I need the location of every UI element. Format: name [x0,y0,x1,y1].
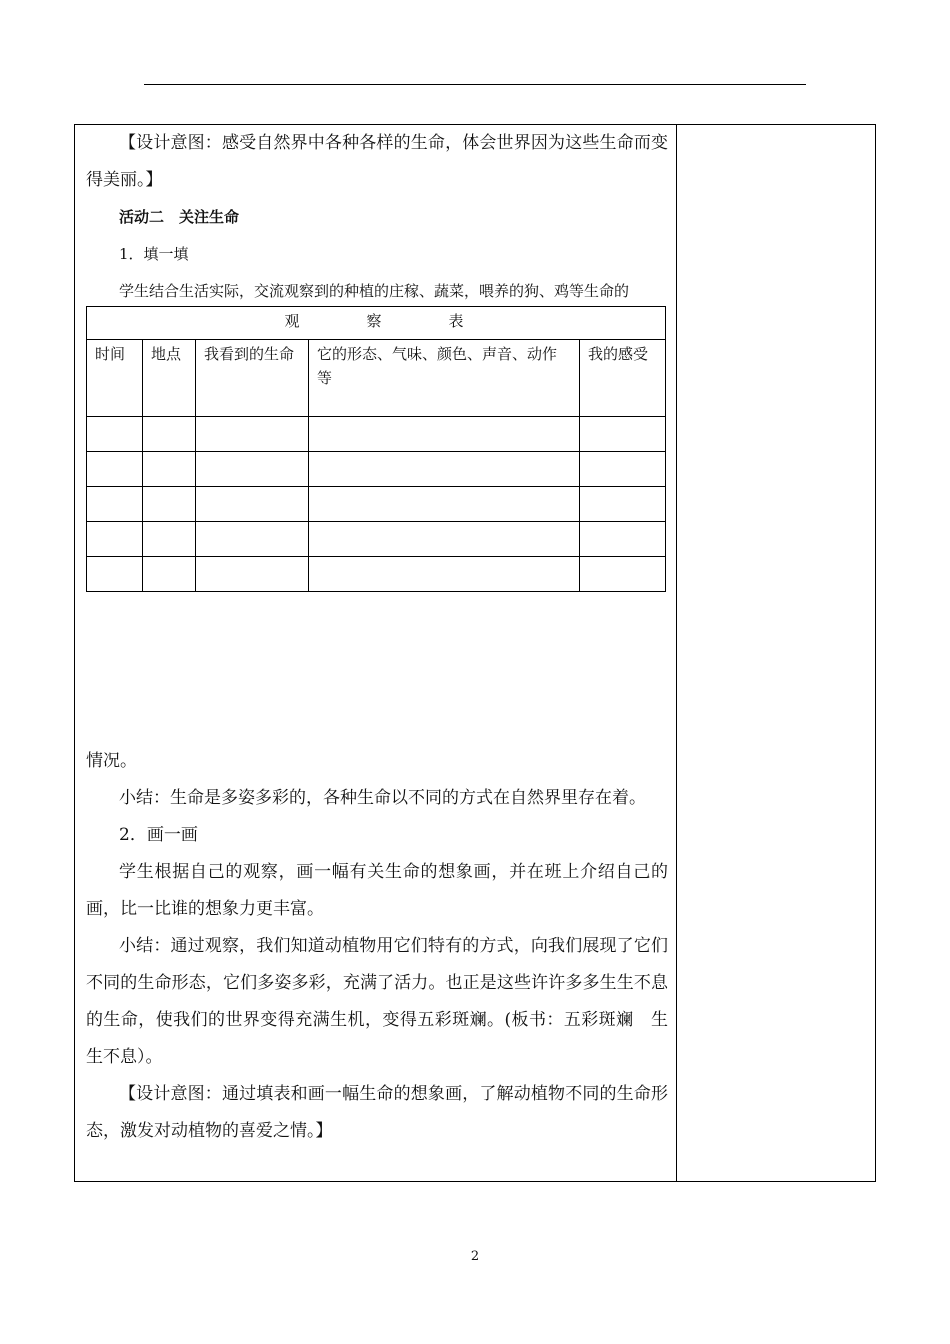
header-time: 时间 [87,340,143,417]
summary-2: 小结：通过观察，我们知道动植物用它们特有的方式，向我们展现了它们不同的生命形态，它们多姿多彩，充满了活力。也正是这些许许多多生生不息的生命，使我们的世界变得充满生机，变得五彩斑斓。(板书：五彩斑斓 生生不息）。 [86,936,668,1067]
table-row [87,557,666,592]
table-cell[interactable] [309,417,580,452]
table-cell[interactable] [309,522,580,557]
step2-text: 学生根据自己的观察，画一幅有关生命的想象画，并在班上介绍自己的画，比一比谁的想象力更丰富。 [86,862,668,919]
table-cell[interactable] [87,522,143,557]
table-cell[interactable] [143,452,196,487]
table-cell[interactable] [309,452,580,487]
step2-heading: 2．画一画 [119,825,198,845]
activity-title: 活动二 关注生命 [119,208,240,226]
header-feelings: 我的感受 [580,340,666,417]
design-intent-1: 【设计意图：感受自然界中各种各样的生命，体会世界因为这些生命而变得美丽。】 [86,133,668,190]
page-number: 2 [470,1249,480,1264]
table-row [87,522,666,557]
table-row [87,417,666,452]
header-life-seen: 我看到的生命 [196,340,309,417]
bottom-text-block [86,743,668,1150]
table-cell[interactable] [580,487,666,522]
observation-table [86,306,666,592]
table-cell[interactable] [580,522,666,557]
table-cell[interactable] [143,417,196,452]
table-cell[interactable] [309,557,580,592]
top-text-block [86,125,668,310]
table-cell[interactable] [580,452,666,487]
table-cell[interactable] [87,557,143,592]
table-cell[interactable] [196,557,309,592]
header-rule [144,84,806,85]
step1-text: 学生结合生活实际，交流观察到的种植的庄稼、蔬菜，喂养的狗、鸡等生命的 [119,282,630,300]
table-cell[interactable] [196,452,309,487]
notes-column-divider [676,125,677,1181]
table-title: 观 察 表 [87,307,666,340]
table-cell[interactable] [309,487,580,522]
table-cell[interactable] [143,487,196,522]
table-header-row [87,340,666,417]
table-cell[interactable] [580,417,666,452]
continuation-text: 情况。 [86,751,137,771]
table-cell[interactable] [143,522,196,557]
table-cell[interactable] [143,557,196,592]
header-place: 地点 [143,340,196,417]
table-cell[interactable] [196,522,309,557]
step1-heading: 1．填一填 [119,245,189,263]
table-cell[interactable] [580,557,666,592]
design-intent-2: 【设计意图：通过填表和画一幅生命的想象画，了解动植物不同的生命形态，激发对动植物的喜爱之情。】 [86,1084,668,1141]
table-cell[interactable] [196,417,309,452]
table-cell[interactable] [196,487,309,522]
table-cell[interactable] [87,452,143,487]
header-features: 它的形态、气味、颜色、声音、动作等 [309,340,580,417]
summary-1: 小结：生命是多姿多彩的，各种生命以不同的方式在自然界里存在着。 [119,788,646,808]
lesson-plan-frame [74,124,876,1182]
table-row [87,487,666,522]
table-cell[interactable] [87,417,143,452]
table-row [87,452,666,487]
table-cell[interactable] [87,487,143,522]
